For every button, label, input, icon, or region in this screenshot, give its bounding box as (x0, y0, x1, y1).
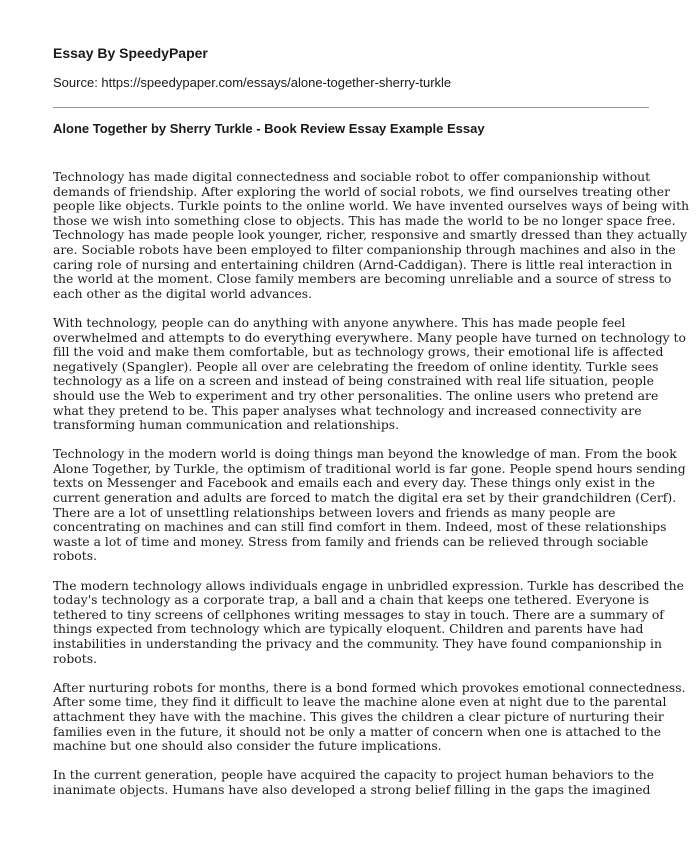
paragraph-line: families even in the future, it should not be only a matter of concern when one is attached to the (53, 724, 662, 739)
document-header-title: Essay By SpeedyPaper (53, 45, 208, 61)
paragraph-line: instabilities in understanding the privacy and the community. They have found companionship in (53, 637, 662, 651)
paragraph-line: texts on Messenger and Facebook and emails each and every day. These things only exist in the (53, 476, 655, 491)
paragraph-line: transforming human communication and relationships. (53, 418, 400, 433)
paragraph-line: inanimate objects. Humans have also developed a strong belief filling in the gaps the imagined (53, 782, 651, 797)
essay-paragraph (53, 680, 686, 754)
essay-paragraph (53, 447, 686, 564)
paragraph-line: current generation and adults are forced to match the digital era set by their grandchildren (Cerf). (53, 491, 677, 506)
header-divider (53, 107, 649, 108)
paragraph-line: tethered to tiny screens of cellphones writing messages to stay in touch. There are a summary of (53, 607, 664, 622)
paragraph-line: things expected from technology which are typically eloquent. Children and parents have had (53, 622, 644, 637)
essay-paragraph (53, 315, 686, 433)
essay-body (53, 170, 690, 812)
paragraph-line: each other as the digital world advances. (53, 286, 313, 301)
paragraph-line: people like objects. Turkle points to the online world. We have invented ourselves ways of being with (53, 199, 690, 214)
paragraph-line: After nurturing robots for months, there is a bond formed which provokes emotional connectedness. (53, 680, 686, 695)
paragraph-line: machine but one should also consider the future implications. (53, 739, 442, 754)
essay-title: Alone Together by Sherry Turkle - Book Review Essay Example Essay (53, 121, 485, 136)
paragraph-line: With technology, people can do anything with anyone anywhere. This has made people feel (53, 315, 626, 330)
paragraph-line: Technology in the modern world is doing things man beyond the knowledge of man. From the book (53, 447, 677, 462)
paragraph-line: technology as a life on a screen and instead of being constrained with real life situation, people (53, 374, 654, 389)
paragraph-line: the world at the moment. Close family members are becoming unreliable and a source of stress to (53, 272, 672, 287)
paragraph-line: In the current generation, people have acquired the capacity to project human behaviors to the (53, 768, 655, 783)
paragraph-line: demands of friendship. After exploring the world of social robots, we find ourselves treating other (53, 184, 671, 199)
paragraph-line: today's technology as a corporate trap, a ball and a chain that keeps one tethered. Everyone is (53, 593, 650, 608)
essay-paragraph (53, 578, 684, 667)
source-line: Source: https://speedypaper.com/essays/alone-together-sherry-turkle (53, 75, 452, 90)
paragraph-line: There are a lot of unsettling relationships between lovers and friends as many people are (53, 505, 616, 520)
paragraph-line: should use the Web to experiment and try other personalities. The online users who pretend are (53, 388, 659, 403)
paragraph-line: overwhelmed and attempts to do everything everywhere. Many people have turned on technology to (53, 330, 686, 345)
paragraph-line: concentrating on machines and can still find comfort in them. Indeed, most of these relationships (53, 520, 667, 535)
paragraph-line: Alone Together, by Turkle, the optimism of traditional world is far gone. People spend hours sending (53, 461, 686, 476)
paragraph-line: waste a lot of time and money. Stress from family and friends can be relieved through sociable (53, 534, 649, 549)
paragraph-line: fill the void and make them comfortable, but as technology grows, their emotional life is affected (53, 345, 664, 360)
essay-paragraph (53, 768, 653, 797)
paragraph-line: After some time, they find it difficult to leave the machine alone even at night due to the parental (53, 695, 667, 710)
paragraph-line: those we wish into something close to objects. This has made the world to be no longer space free. (53, 213, 676, 228)
paragraph-line: Technology has made digital connectedness and sociable robot to offer companionship without (53, 170, 651, 184)
paragraph-line: robots. (53, 651, 98, 666)
paragraph-line: are. Sociable robots have been employed to filter companionship through machines and also in the (53, 242, 676, 257)
paragraph-line: caring role of nursing and entertaining children (Arnd-Caddigan). There is little real interaction in (53, 257, 673, 272)
paragraph-line: what they pretend to be. This paper analyses what technology and increased connectivity are (53, 403, 642, 418)
paragraph-line: robots. (53, 549, 98, 564)
paragraph-line: attachment they have with the machine. This gives the children a clear picture of nurturing their (53, 709, 664, 724)
paragraph-line: Technology has made people look younger, richer, responsive and smartly dressed than they actually (53, 228, 688, 243)
essay-paragraph (53, 170, 690, 301)
paragraph-line: negatively (Spangler). People all over are celebrating the freedom of online identity. Turkle sees (53, 359, 659, 374)
paragraph-line: The modern technology allows individuals engage in unbridled expression. Turkle has described the (53, 578, 684, 593)
